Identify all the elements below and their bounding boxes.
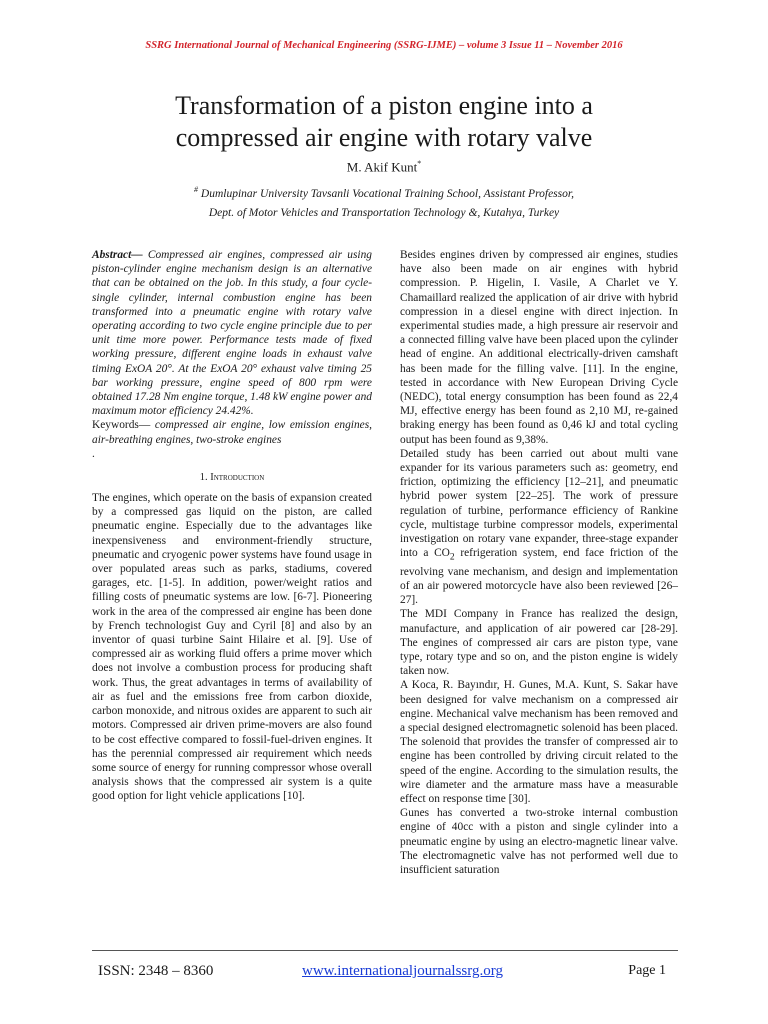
right-paragraph-5: Gunes has converted a two-stroke internal combustion engine of 40cc with a piston and single cylinder into a pneumatic engine by using an electro-magnetic linear valve. The electromagnetic valve has not performed well due to insufficient saturation [400,807,678,877]
affil-line-1: Dumlupinar University Tavsanli Vocational Training School, Assistant Professor, [200,187,574,200]
footer-divider [92,950,678,951]
keywords-lead: Keywords— [92,419,151,432]
abstract-lead: Abstract— [92,249,143,261]
left-column [92,248,372,804]
journal-header: SSRG International Journal of Mechanical Engineering (SSRG-IJME) – volume 3 Issue 11 – November 2016 [145,40,623,51]
right-p2-part1: Detailed study has been carried out about multi vane expander for its various parameters such as: geometry, end friction, optimizing the efficiency [12–21], and pneumatic hybrid power system [22–25]. The work of pressure regulation of turbine, performance efficiency of Rankine cycle, multistage turbine compressor models, experimental investigation on rotary vane expander, three-stage expander into a CO [400,447,678,560]
author-name: M. Akif Kunt [346,159,418,175]
footer-page-number: Page 1 [628,963,666,978]
page-footer [92,963,678,983]
section-heading-introduction: 1. Introduction [199,471,265,483]
footer-issn: ISSN: 2348 – 8360 [98,963,214,979]
affil-line-2: Dept. of Motor Vehicles and Transportation Technology &, Kutahya, Turkey [208,206,560,219]
affil-mark: # [194,185,199,194]
right-paragraph-2 [400,447,678,608]
keywords-body: compressed air engine, low emission engines, air-breathing engines, two-stroke engines [92,419,373,446]
co2-subscript: 2 [449,552,455,563]
title-line-2: compressed air engine with rotary valve [175,123,593,152]
footer-journal-link[interactable]: www.internationaljournalssrg.org [302,963,503,979]
intro-paragraph-1: The engines, which operate on the basis of expansion created by a compressed gas liquid on the piston, are called pneumatic engine. Especially due to the advantages like inexpensiveness and environment-friendly structure, pneumatic and cryogenic power systems have found usage in over populated areas such as parks, stadiums, covered garages, etc. [1-5]. In addition, power/weight ratios and filling costs of pneumatic systems are low. [6-7]. Pioneering work in the area of the compressed air engine has been done by French technologist Guy and Cyril [8] and also by an inventor of quasi turbine Saint Hilaire et al. [9]. Use of compressed air as working fluid offers a prime mover which does not involve a combustion process for producing shaft work. Thus, the great advantages in terms of availability of air as fuel and the emissions free from carbon dioxide, carbon monoxide, and nitrous oxides are apparent to such air motors. Compressed air driven prime-movers are also found to be cost effective compared to fossil-fuel-driven engines. It has the perennial compressed air requirement which needs some source of energy for running compressor whose overall analysis shows that the compressed air system is a quite good option for light vehicle applications [10]. [92,492,372,803]
right-column [400,248,678,877]
abstract-body: Compressed air engines, compressed air using piston-cylinder engine mechanism design is an alternative that can be obtained on the job. In this study, a four cycle- single cylinder, internal combustion engine has been transformed into a pneumatic engine with rotary valve operating according to two cycle engine principle due to per unit time more power. Performance tests made of fixed working pressure, different engine loads in exhaust valve timing ExOA 20°. At the ExOA 20° exhaust valve timing 25 bar working pressure, engine speed of 800 rpm were obtained 17.28 Nm engine torque, 1.48 kW engine power and maximum motor efficiency 24.42%. [92,249,372,418]
paper-title [60,90,708,154]
right-paragraph-1: Besides engines driven by compressed air engines, studies have also been made on air engines with hybrid compression. P. Higelin, I. Vasile, A Charlet ve Y. Chamaillard realized the application of air drive with hybrid compression in a diesel engine with direct injection. In experimental studies made, a high pressure air reservoir and a connected filling valve have been placed upon the cylinder head of engine. An additional electrically-driven camshaft has been made for the filling valve. [11]. In the engine, tested in accordance with New European Driving Cycle (NEDC), total energy consumption has been found as 22,4 MJ, effective energy has been found as 2,10 MJ, re-gained braking energy has been found as 0,46 kJ and total cycling output has been found as 9,38%. [400,249,678,446]
abstract [92,248,372,418]
title-line-1: Transformation of a piston engine into a [175,91,593,120]
affiliation [0,180,768,223]
keywords [92,418,372,446]
right-paragraph-3: The MDI Company in France has realized the design, manufacture, and application of air powered car [28-29]. The engines of compressed air cars are piston type, vane type, rotary type and so on, and the piston engine is widely taken now. [400,608,678,678]
author [0,159,768,175]
author-mark: * [417,159,422,168]
right-paragraph-4: A Koca, R. Bayındır, H. Gunes, M.A. Kunt, S. Sakar have been designed for valve mechanism on a compressed air engine. Mechanical valve mechanism has been removed and a special designed electromagnetic solenoid has been placed. The solenoid that provides the transfer of compressed air to engine has been controlled by driving circuit related to the speed of the engine. According to the simulation results, the wire diameter and the armature mass have a measurable effect on response time [30]. [400,679,678,805]
right-p2-part2: refrigeration system, end face friction of the revolving vane mechanism, and design and implementation of an air powered motorcycle have also been reviewed [26–27]. [400,547,679,607]
keywords-trailing: . [92,447,95,460]
